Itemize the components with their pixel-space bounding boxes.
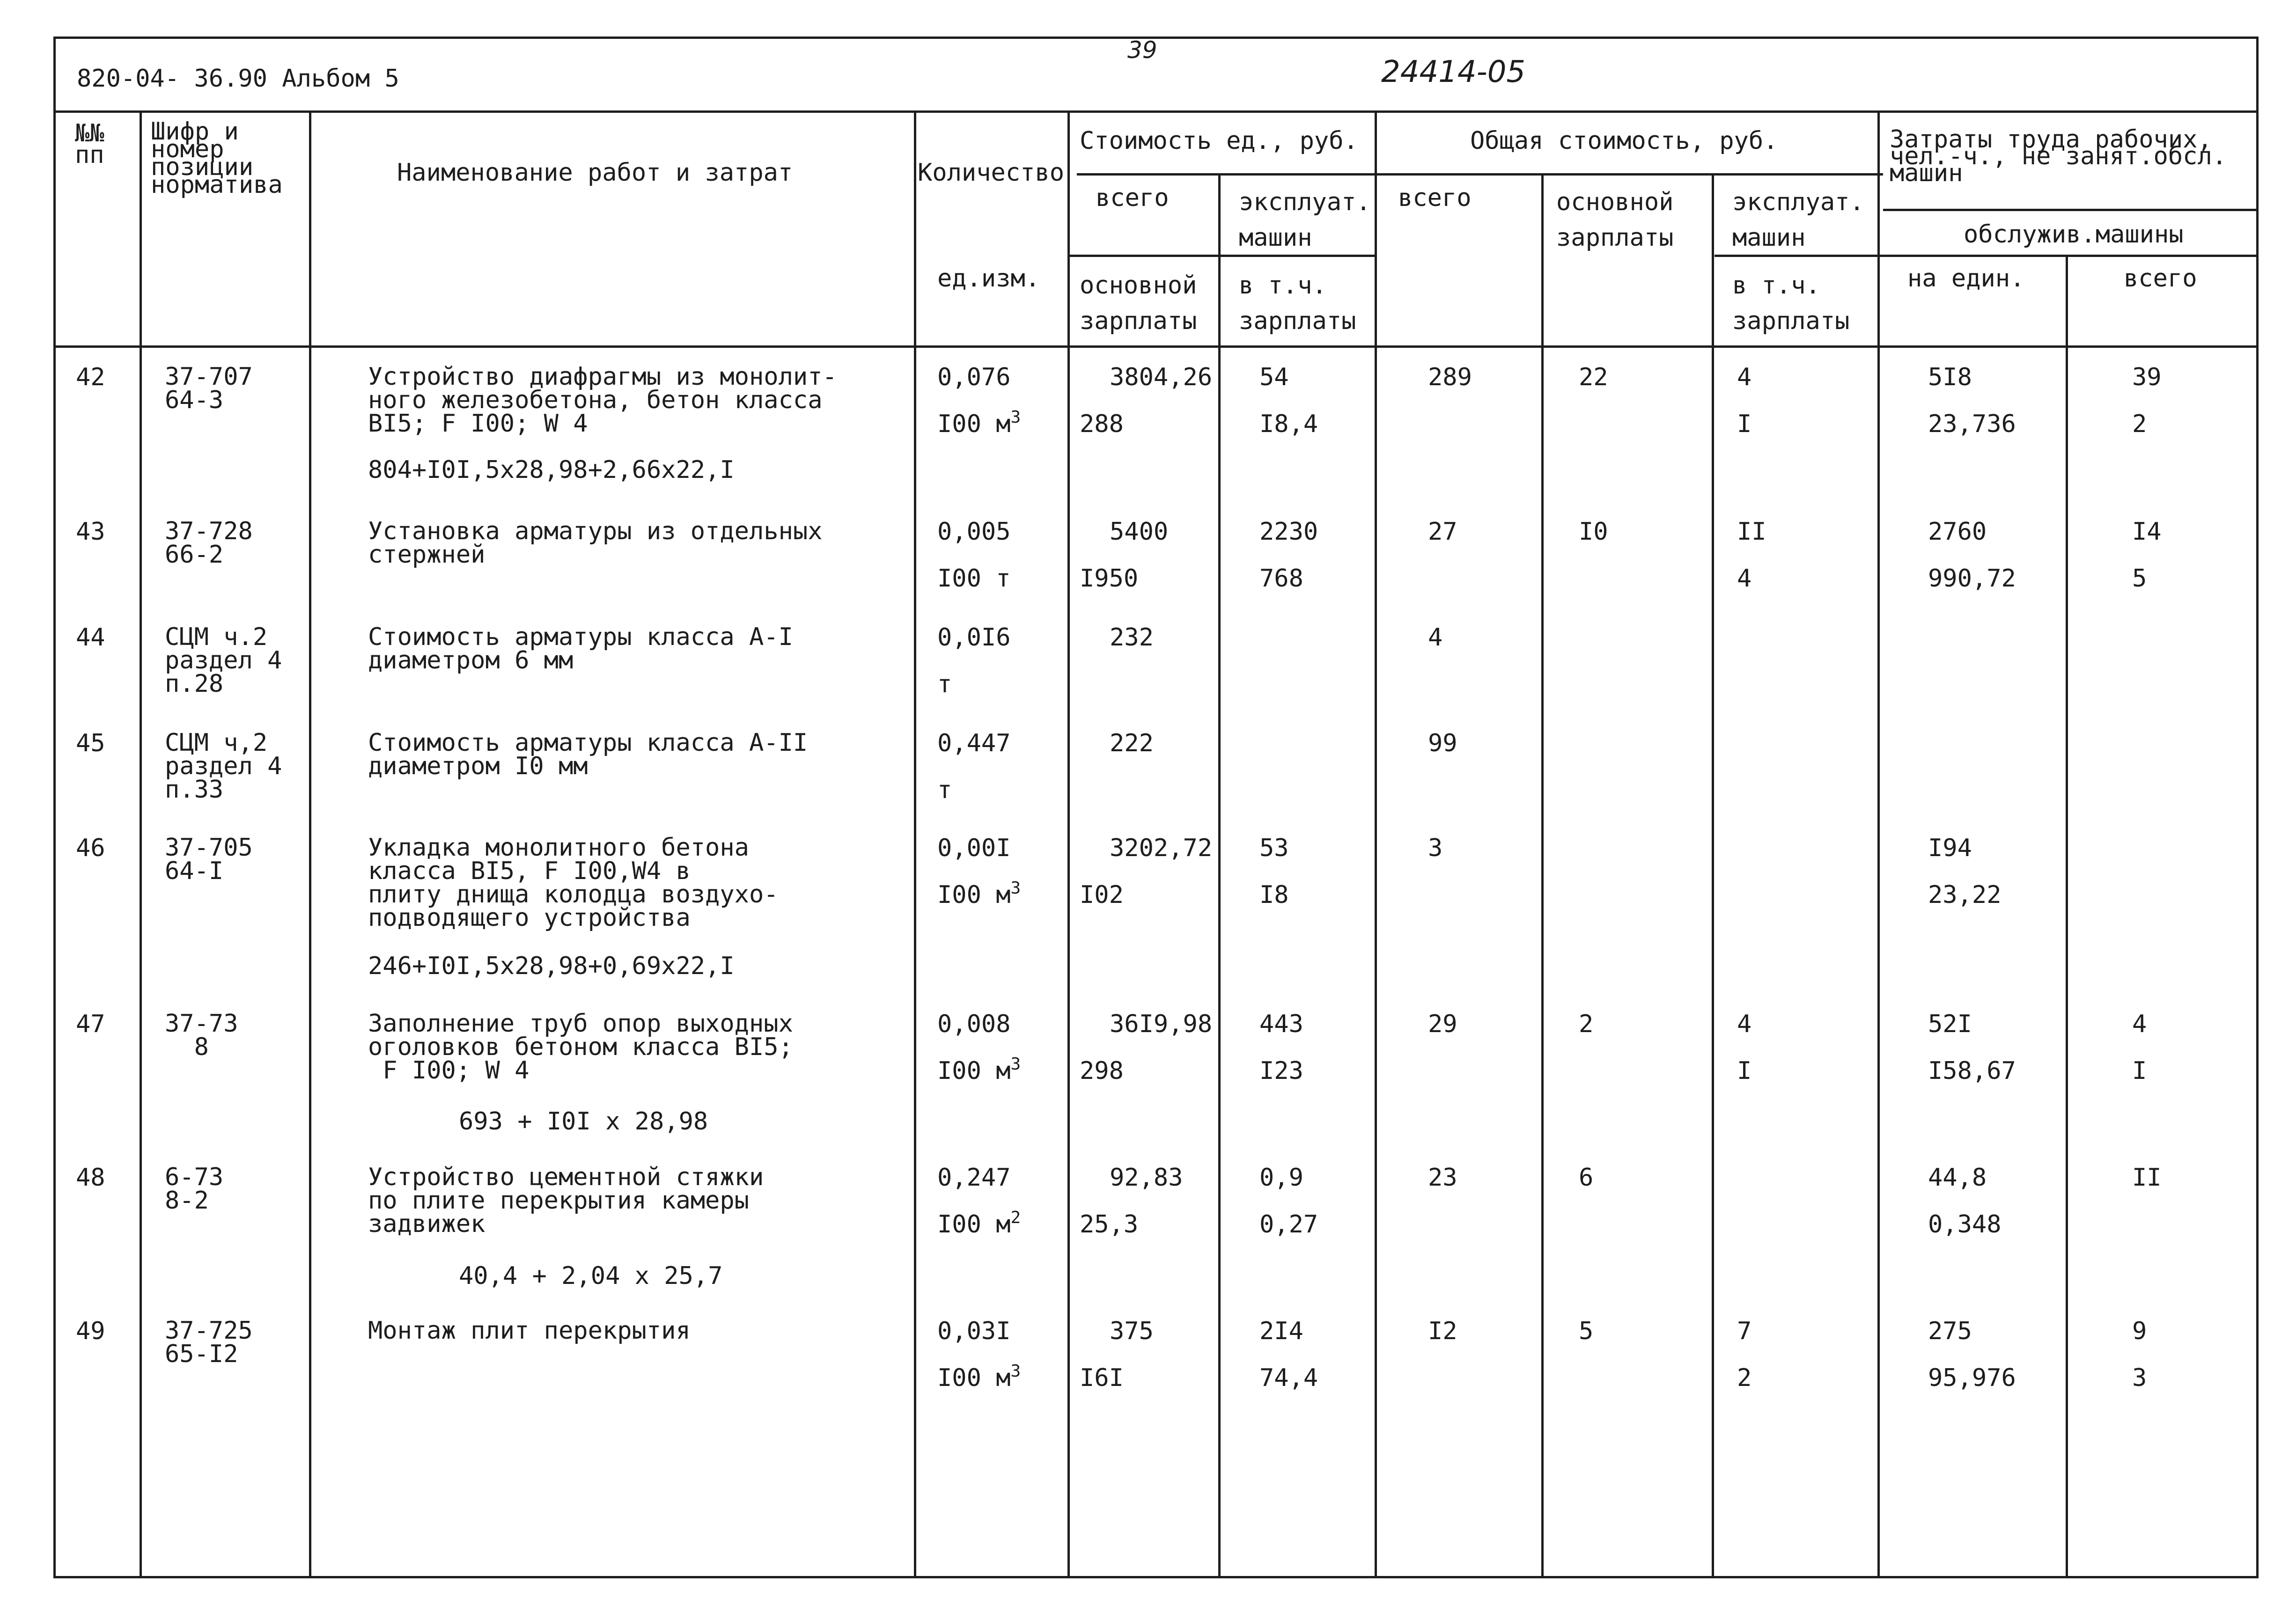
cell-tc: 289 [1428, 363, 1472, 391]
cell-lt: 39 [2132, 363, 2162, 391]
cell-qty: 0,008 [937, 1010, 1011, 1038]
cell-uc: 222 [1110, 729, 1154, 757]
col-divider-4 [1067, 110, 1070, 1578]
col-divider-9 [1877, 110, 1880, 1578]
cell-tm: 7 [1737, 1317, 1752, 1345]
cell-code: 37-728 66-2 [165, 517, 253, 569]
cell-qty: 0,447 [937, 729, 1011, 757]
cell-n: 49 [76, 1317, 105, 1345]
cell-qty: 0,247 [937, 1164, 1011, 1192]
inventory-number: 24414-05 [1381, 55, 1526, 89]
cell-name: Монтаж плит перекрытия [368, 1317, 691, 1345]
cell-code: 6-73 8-2 [165, 1163, 224, 1215]
cell-tmw: I [1737, 410, 1752, 438]
header-unit-wage: основной зарплаты [1080, 271, 1197, 335]
header-labor-unit: на един. [1907, 264, 2025, 293]
col-divider-2 [309, 110, 311, 1578]
cell-qty: 0,0I6 [937, 623, 1011, 652]
page-number: 39 [1127, 37, 1157, 64]
cell-unit: I00 $м^3$ [937, 408, 1021, 438]
header-bottom-border [53, 345, 2259, 348]
header-unit-cost: Стоимость ед., руб. [1080, 127, 1358, 155]
cell-tc: 99 [1428, 729, 1457, 757]
cell-lt: 9 [2132, 1317, 2147, 1345]
cell-lu2: 0,348 [1928, 1210, 2002, 1239]
cell-um: 2230 [1259, 518, 1318, 546]
header-code: Шифр и номер позиции норматива [151, 117, 283, 199]
cell-name: Заполнение труб опор выходных оголовков бетоном класса ВI5; F I00; W 4 [368, 1010, 793, 1085]
cell-qty: 0,005 [937, 518, 1011, 546]
cell-name: Установка арматуры из отдельных стержней [368, 517, 823, 569]
header-unit-mach-wage: в т.ч. зарплаты [1239, 271, 1356, 335]
cell-lu2: I58,67 [1928, 1057, 2016, 1085]
cell-tm: 4 [1737, 1010, 1752, 1038]
col-divider-8 [1712, 173, 1714, 1578]
col-divider-6 [1375, 110, 1377, 1578]
cell-unit: I00 $м^3$ [937, 879, 1021, 909]
cell-uc: 3804,26 [1110, 363, 1213, 391]
cell-calc: 804+I0I,5х28,98+2,66х22,I [368, 456, 735, 484]
cell-lu: 52I [1928, 1010, 1972, 1038]
document-code: 820-04- 36.90 Альбом 5 [77, 65, 399, 93]
cell-um: 53 [1259, 834, 1289, 862]
cell-tw: 6 [1579, 1164, 1594, 1192]
col-divider-10 [2066, 255, 2068, 1578]
header-qty: Количество [918, 159, 1065, 187]
cell-unit: I00 т [937, 564, 1011, 593]
cell-um: 0,9 [1259, 1164, 1303, 1192]
header-total-all: всего [1398, 184, 1472, 212]
cell-uc: 3202,72 [1110, 834, 1213, 862]
cell-lu2: 23,22 [1928, 881, 2002, 909]
cell-uw: 288 [1080, 410, 1124, 438]
col-divider-3 [914, 110, 916, 1578]
cell-code: 37-725 65-I2 [165, 1317, 253, 1368]
cell-lu: 44,8 [1928, 1164, 1987, 1192]
header-unit-mach: эксплуат. машин [1239, 188, 1371, 252]
cell-calc: 246+I0I,5х28,98+0,69х22,I [368, 952, 735, 980]
cell-code: 37-707 64-3 [165, 363, 253, 414]
cell-lt2: 5 [2132, 564, 2147, 593]
cell-um: 54 [1259, 363, 1289, 391]
header-total-mach-wage: в т.ч. зарплаты [1732, 271, 1850, 335]
cell-uw: 25,3 [1080, 1210, 1139, 1239]
cell-tmw: I [1737, 1057, 1752, 1085]
cell-tmw: 4 [1737, 564, 1752, 593]
cell-qty: 0,03I [937, 1317, 1011, 1345]
cell-uc: 375 [1110, 1317, 1154, 1345]
cell-n: 46 [76, 834, 105, 862]
cell-umw: I8 [1259, 881, 1289, 909]
unit-exponent: 3 [1010, 879, 1021, 898]
cell-lt2: 2 [2132, 410, 2147, 438]
unit-exponent: 2 [1010, 1208, 1021, 1227]
cell-lu2: 95,976 [1928, 1364, 2016, 1392]
cell-tw: 2 [1579, 1010, 1594, 1038]
cell-umw: 74,4 [1259, 1364, 1318, 1392]
cell-tc: 4 [1428, 623, 1443, 652]
cell-tc: I2 [1428, 1317, 1457, 1345]
cell-umw: I8,4 [1259, 410, 1318, 438]
cell-lt: I4 [2132, 518, 2162, 546]
cell-umw: I23 [1259, 1057, 1303, 1085]
cell-code: 37-73 8 [165, 1010, 238, 1061]
cell-name: Устройство диафрагмы из монолит- ного железобетона, бетон класса ВI5; F I00; W 4 [368, 363, 837, 438]
cell-code: СЦМ ч,2 раздел 4 п.33 [165, 729, 282, 804]
cell-code: СЦМ ч.2 раздел 4 п.28 [165, 623, 282, 698]
cell-umw: 0,27 [1259, 1210, 1318, 1239]
header-total-mach: эксплуат. машин [1732, 188, 1864, 252]
cell-tm: 4 [1737, 363, 1752, 391]
cell-n: 45 [76, 729, 105, 757]
cell-tw: 5 [1579, 1317, 1594, 1345]
cell-lt: II [2132, 1164, 2162, 1192]
cell-uc: 5400 [1110, 518, 1169, 546]
cell-tw: I0 [1579, 518, 1608, 546]
cell-tc: 27 [1428, 518, 1457, 546]
cell-lu: 275 [1928, 1317, 1972, 1345]
cell-lt2: I [2132, 1057, 2147, 1085]
cell-n: 43 [76, 518, 105, 546]
cell-lu2: 23,736 [1928, 410, 2016, 438]
cell-uw: I950 [1080, 564, 1139, 593]
cell-uw: I6I [1080, 1364, 1124, 1392]
cell-n: 42 [76, 363, 105, 391]
header-divider-2 [1077, 173, 1883, 176]
unit-exponent: 3 [1010, 1055, 1021, 1074]
cell-tc: 29 [1428, 1010, 1457, 1038]
header-unit-total: всего [1096, 184, 1169, 212]
cell-lt2: 3 [2132, 1364, 2147, 1392]
cell-unit: I00 $м^3$ [937, 1362, 1021, 1392]
cell-lu: 5I8 [1928, 363, 1972, 391]
header-num: №№ пп [75, 119, 104, 169]
cell-lt: 4 [2132, 1010, 2147, 1038]
cell-tc: 3 [1428, 834, 1443, 862]
cell-unit: т [937, 670, 952, 698]
table-top-border [53, 110, 2259, 113]
cell-unit: I00 $м^2$ [937, 1208, 1021, 1239]
header-total-cost: Общая стоимость, руб. [1470, 127, 1778, 155]
cell-uc: 92,83 [1110, 1164, 1183, 1192]
header-divider-labor [1883, 209, 2259, 211]
header-labor-serv: обслужив.машины [1964, 220, 2184, 249]
cell-uc: 232 [1110, 623, 1154, 652]
cell-qty: 0,076 [937, 363, 1011, 391]
header-labor-total: всего [2124, 264, 2197, 293]
cell-n: 48 [76, 1164, 105, 1192]
header-labor: Затраты труда рабочих, чел.-ч., не занят.обсл. машин [1890, 125, 2227, 187]
cell-lu: I94 [1928, 834, 1972, 862]
unit-exponent: 3 [1010, 1362, 1021, 1381]
cell-lu: 2760 [1928, 518, 1987, 546]
cell-tm: II [1737, 518, 1766, 546]
cell-name: Устройство цементной стяжки по плите перекрытия камеры задвижек [368, 1163, 764, 1238]
cell-name: Стоимость арматуры класса А-I диаметром 6 мм [368, 623, 793, 674]
cell-uw: I02 [1080, 881, 1124, 909]
header-name: Наименование работ и затрат [397, 159, 793, 187]
cell-calc: 693 + I0I х 28,98 [459, 1107, 708, 1136]
cell-tmw: 2 [1737, 1364, 1752, 1392]
cell-tw: 22 [1579, 363, 1608, 391]
cell-um: 2I4 [1259, 1317, 1303, 1345]
cell-um: 443 [1259, 1010, 1303, 1038]
cell-tc: 23 [1428, 1164, 1457, 1192]
header-unit: ед.изм. [937, 264, 1040, 293]
col-divider-7 [1541, 173, 1544, 1578]
cell-lu2: 990,72 [1928, 564, 2016, 593]
header-total-wage: основной зарплаты [1556, 188, 1674, 252]
col-divider-1 [140, 110, 142, 1578]
cell-unit: т [937, 776, 952, 804]
cell-name: Стоимость арматуры класса А-II диаметром I0 мм [368, 729, 808, 780]
cell-n: 47 [76, 1010, 105, 1038]
cell-code: 37-705 64-I [165, 834, 253, 885]
cell-uc: 36I9,98 [1110, 1010, 1213, 1038]
cell-umw: 768 [1259, 564, 1303, 593]
cell-qty: 0,00I [937, 834, 1011, 862]
col-divider-5 [1218, 173, 1221, 1578]
unit-exponent: 3 [1010, 408, 1021, 427]
cell-calc: 40,4 + 2,04 х 25,7 [459, 1262, 723, 1290]
cell-uw: 298 [1080, 1057, 1124, 1085]
cell-n: 44 [76, 623, 105, 652]
cell-name: Укладка монолитного бетона класса ВI5, F I00,W4 в плиту днища колодца воздухо- подводящего устройства [368, 834, 779, 932]
cell-unit: I00 $м^3$ [937, 1055, 1021, 1085]
